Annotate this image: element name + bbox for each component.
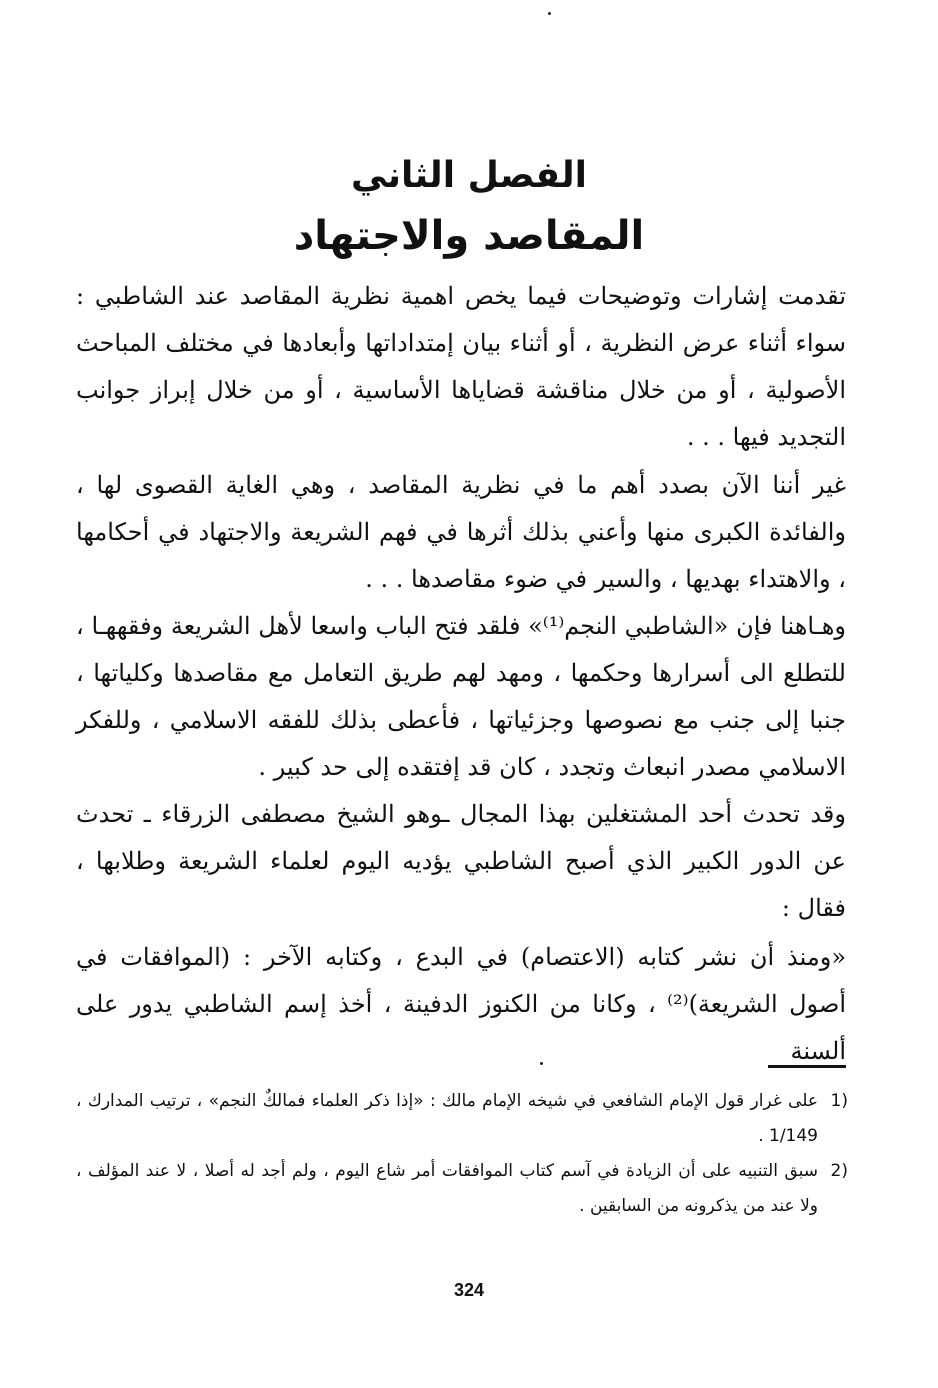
footnote-text: على غرار قول الإمام الشافعي في شيخه الإمام مالك : «إذا ذكر العلماء فمالكٌ النجم» ، ترتيب المدارك ، 1/149 . [76,1091,818,1146]
footnote-text: سبق التنبيه على أن الزيادة في آسم كتاب الموافقات أمر شاع اليوم ، ولم أجد له أصلا ، لا عند المؤلف ، ولا عند من يذكرونه من السابقين . [76,1161,818,1216]
paragraph-5: «ومنذ أن نشر كتابه (الاعتصام) في البدع ، وكتابه الآخر : (الموافقات في أصول الشريعة)⁽²⁾ ، وكانا من الكنوز الدفينة ، أخذ إسم الشاطبي يدور على ألسنة [76,943,846,1065]
footnote-number: 1) [830,1091,848,1111]
footnote-1 [76,1084,848,1154]
chapter-label: الفصل الثاني [351,155,587,196]
footnote-separator [768,1065,846,1068]
page-number: 324 [453,1280,485,1300]
paragraph-4: وقد تحدث أحد المشتغلين بهذا المجال ـوهو الشيخ مصطفى الزرقاء ـ تحدث عن الدور الكبير الذي أصبح الشاطبي يؤديه اليوم لعلماء الشريعة وطلابها ، فقال : [76,800,846,922]
footnote-number: 2) [830,1161,848,1181]
footnotes [76,1084,848,1224]
footnote-2 [76,1154,848,1224]
chapter-title: المقاصد والاجتهاد [293,213,645,259]
paragraph-1: تقدمت إشارات وتوضيحات فيما يخص اهمية نظرية المقاصد عند الشاطبي : سواء أثناء عرض النظرية ، أو أثناء بيان إمتداداتها وأبعادها في مختلف المباحث الأصولية ، أو من خلال مناقشة قضاياها الأساسية ، أو من خلال إبراز جوانب التجديد فيها . . . [76,282,846,451]
paragraph-3: وهـاهنا فإن «الشاطبي النجم⁽¹⁾» فلقد فتح الباب واسعا لأهل الشريعة وفقههـا ، للتطلع الى أسرارها وحكمها ، ومهد لهم طريق التعامل مع مقاصدها وكلياتها ، جنبا إلى جنب مع نصوصها وجزئياتها ، فأعطى بذلك للفقه الاسلامي ، وللفكر الاسلامي مصدر انبعاث وتجدد ، كان قد إفتقده إلى حد كبير . [76,612,846,781]
paragraph-2: غير أننا الآن بصدد أهم ما في نظرية المقاصد ، وهي الغاية القصوى لها ، والفائدة الكبرى منها وأعني بذلك أثرها في فهم الشريعة والاجتهاد في أحكامها ، والاهتداء بهديها ، والسير في ضوء مقاصدها . . . [76,471,846,593]
scan-speck [548,12,551,15]
